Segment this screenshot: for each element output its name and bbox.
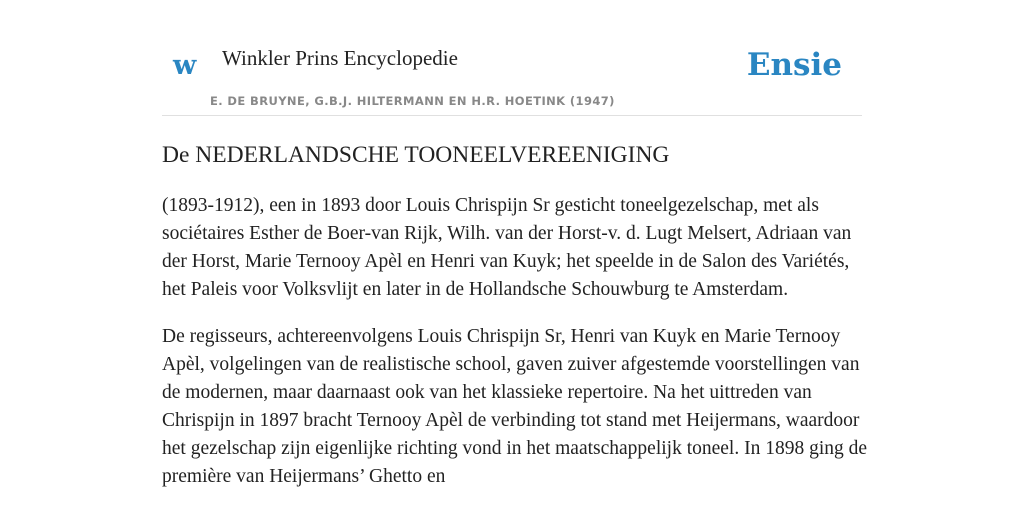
article-title: De NEDERLANDSCHE TOONEELVEREENIGING: [162, 142, 670, 168]
article-paragraph: De regisseurs, achtereenvolgens Louis Chrispijn Sr, Henri van Kuyk en Marie Ternooy Apèl, volgelingen van de realistische school, gaven zuiver afgestemde voorstellingen van de modernen, maar daarnaast ook van het klassieke repertoire. Na het uittreden van Chrispijn in 1897 bracht Ternooy Apèl de verbinding tot stand met Heijermans, waardoor het gezelschap zijn eigenlijke richting vond in het maatschappelijk toneel. In 1898 ging de première van Heijermans’ Ghetto en: [162, 326, 868, 487]
source-header: [162, 30, 862, 116]
source-authors: E. DE BRUYNE, G.B.J. HILTERMANN EN H.R. HOETINK (1947): [210, 94, 615, 108]
article-body: [162, 192, 874, 510]
article-paragraph: (1893-1912), een in 1893 door Louis Chrispijn Sr gesticht toneelgezelschap, met als sociétaires Esther de Boer-van Rijk, Wilh. van der Horst-v. d. Lugt Melsert, Adriaan van der Horst, Marie Ternooy Apèl en Henri van Kuyk; het speelde in de Salon des Variétés, het Paleis voor Volksvlijt en later in de Hollandsche Schouwburg te Amsterdam.: [162, 195, 852, 300]
ensie-logo[interactable]: Ensie: [746, 47, 842, 83]
source-title[interactable]: Winkler Prins Encyclopedie: [222, 46, 458, 70]
winkler-prins-logo[interactable]: w: [173, 50, 197, 81]
